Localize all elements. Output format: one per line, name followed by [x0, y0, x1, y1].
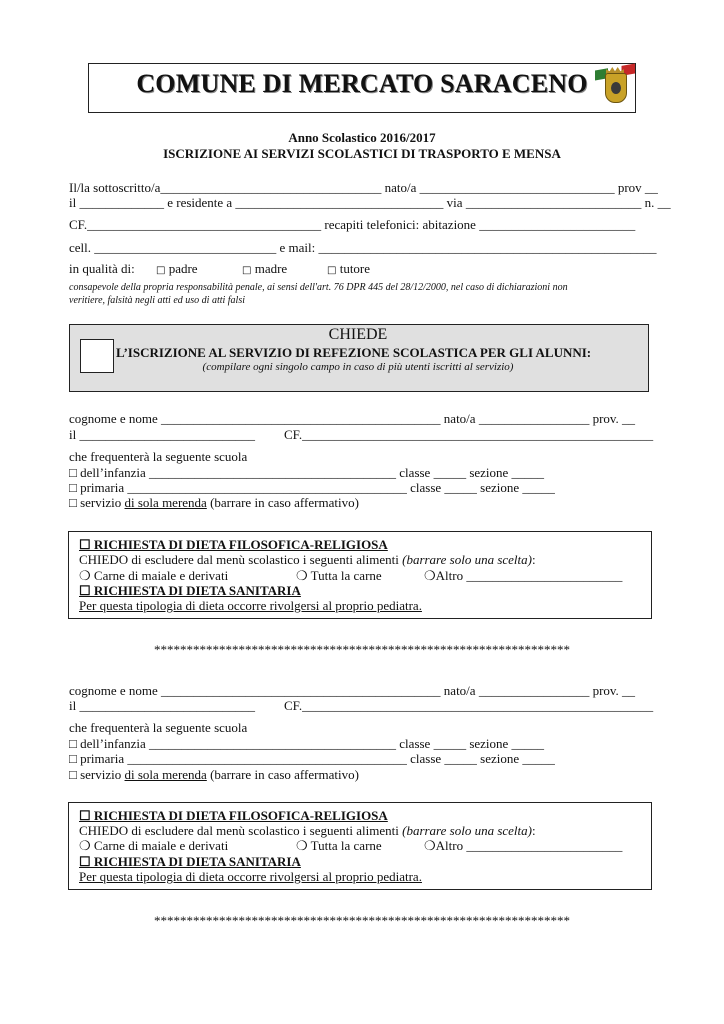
student2-option-maiale[interactable]: ❍ Carne di maiale e derivati	[79, 838, 229, 853]
applicant-residence-field[interactable]: il _____________ e residente a ________________________________ via ___________________________ n. __	[69, 195, 671, 210]
chiede-line: L’ISCRIZIONE AL SERVIZIO DI REFEZIONE SCOLASTICA PER GLI ALUNNI:	[116, 345, 592, 360]
student2-primaria-field[interactable]: □ primaria ___________________________________________ classe _____ sezione _____	[69, 751, 555, 766]
option-tutore[interactable]: □ tutore	[327, 261, 371, 276]
student1-merenda-option[interactable]: □ servizio di sola merenda (barrare in caso affermativo)	[69, 495, 359, 510]
separator-2: ****************************************************************	[154, 913, 570, 928]
student2-birth-field[interactable]: il ___________________________	[69, 698, 255, 713]
school-year: Anno Scolastico 2016/2017	[288, 130, 436, 145]
student1-option-altro[interactable]: ❍Altro ________________________	[424, 568, 623, 583]
student1-name-field[interactable]: cognome e nome ___________________________________________ nato/a _________________ prov. __	[69, 411, 636, 426]
student1-diet-sanitaria-text: Per questa tipologia di dieta occorre rivolgersi al proprio pediatra.	[79, 598, 422, 613]
student1-diet-sanitaria-title[interactable]: ☐ RICHIESTA DI DIETA SANITARIA	[79, 583, 301, 598]
student1-cf-field[interactable]: CF.______________________________________________________	[284, 427, 654, 442]
header-box	[88, 63, 636, 113]
student1-diet-filosofica-text: CHIEDO di escludere dal menù scolastico i seguenti alimenti (barrare solo una scelta):	[79, 552, 536, 567]
student2-merenda-option[interactable]: □ servizio di sola merenda (barrare in caso affermativo)	[69, 767, 359, 782]
student2-school-label: che frequenterà la seguente scuola	[69, 720, 248, 735]
separator-1: ****************************************************************	[154, 642, 570, 657]
qualita-label: in qualità di:	[69, 261, 135, 276]
applicant-cf-field[interactable]: CF.____________________________________ recapiti telefonici: abitazione ________________________	[69, 217, 636, 232]
form-heading: ISCRIZIONE AI SERVIZI SCOLASTICI DI TRASPORTO E MENSA	[163, 146, 561, 161]
student1-school-label: che frequenterà la seguente scuola	[69, 449, 248, 464]
student2-option-carne[interactable]: ❍ Tutta la carne	[296, 838, 382, 853]
student1-option-carne[interactable]: ❍ Tutta la carne	[296, 568, 382, 583]
checkbox-icon[interactable]: □	[242, 265, 252, 276]
student2-diet-filosofica-text: CHIEDO di escludere dal menù scolastico i seguenti alimenti (barrare solo una scelta):	[79, 823, 536, 838]
student2-diet-sanitaria-title[interactable]: ☐ RICHIESTA DI DIETA SANITARIA	[79, 854, 301, 869]
disclaimer-line-2: veritiere, falsità negli atti ed uso di atti falsi	[69, 295, 246, 306]
checkbox-icon[interactable]: □	[327, 265, 337, 276]
student1-birth-field[interactable]: il ___________________________	[69, 427, 255, 442]
student1-diet-filosofica-title[interactable]: ☐ RICHIESTA DI DIETA FILOSOFICA-RELIGIOSA	[79, 537, 388, 552]
student1-primaria-field[interactable]: □ primaria ___________________________________________ classe _____ sezione _____	[69, 480, 555, 495]
applicant-contact-field[interactable]: cell. ____________________________ e mail: ____________________________________________________	[69, 240, 657, 255]
right-crest-icon	[598, 65, 632, 109]
student2-cf-field[interactable]: CF.______________________________________________________	[284, 698, 654, 713]
page-title: COMUNE DI MERCATO SARACENO	[136, 69, 588, 98]
chiede-title: CHIEDE	[328, 326, 388, 343]
option-padre[interactable]: □ padre	[156, 261, 198, 276]
student1-infanzia-field[interactable]: □ dell’infanzia ______________________________________ classe _____ sezione _____	[69, 465, 545, 480]
student2-diet-filosofica-title[interactable]: ☐ RICHIESTA DI DIETA FILOSOFICA-RELIGIOSA	[79, 808, 388, 823]
option-madre[interactable]: □ madre	[242, 261, 288, 276]
checkbox-icon[interactable]: □	[156, 265, 166, 276]
disclaimer-line-1: consapevole della propria responsabilità penale, ai sensi dell'art. 76 DPR 445 del 28/12/2000, nel caso di dichiarazioni non	[69, 282, 568, 293]
student2-name-field[interactable]: cognome e nome ___________________________________________ nato/a _________________ prov. __	[69, 683, 636, 698]
student2-option-altro[interactable]: ❍Altro ________________________	[424, 838, 623, 853]
applicant-name-field[interactable]: Il/la sottoscritto/a__________________________________ nato/a ______________________________ prov __	[69, 180, 658, 195]
student2-diet-sanitaria-text: Per questa tipologia di dieta occorre rivolgersi al proprio pediatra.	[79, 869, 422, 884]
student2-infanzia-field[interactable]: □ dell’infanzia ______________________________________ classe _____ sezione _____	[69, 736, 545, 751]
chiede-note: (compilare ogni singolo campo in caso di più utenti iscritti al servizio)	[202, 361, 514, 373]
student1-option-maiale[interactable]: ❍ Carne di maiale e derivati	[79, 568, 229, 583]
